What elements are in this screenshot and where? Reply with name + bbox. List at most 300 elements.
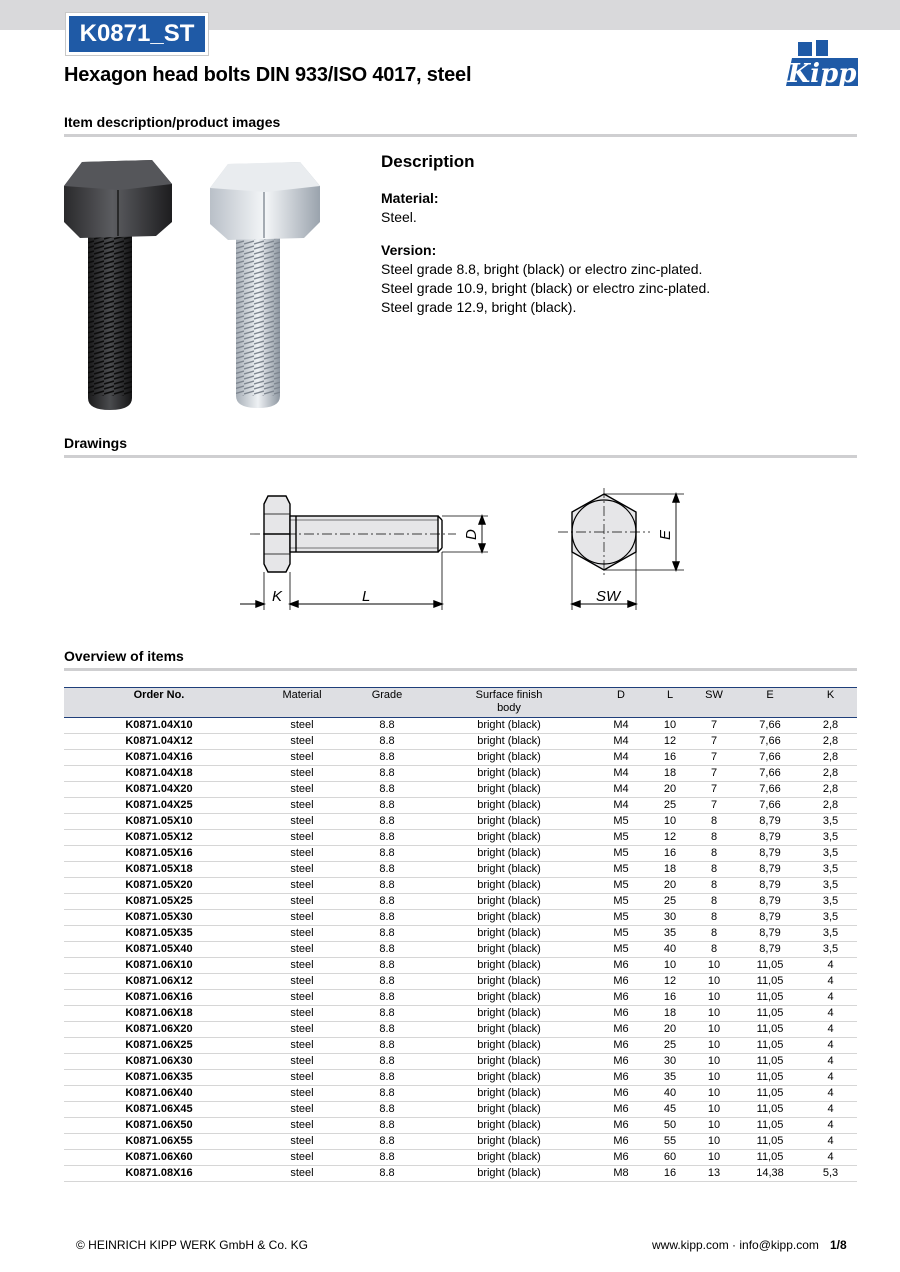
label-e: E [657, 529, 674, 540]
cell-e: 7,66 [736, 750, 804, 766]
cell-material: steel [254, 766, 350, 782]
footer-page-number: 1/8 [830, 1238, 847, 1252]
cell-d: M5 [594, 814, 648, 830]
cell-k: 4 [804, 990, 857, 1006]
cell-l: 50 [648, 1118, 692, 1134]
cell-k: 3,5 [804, 862, 857, 878]
cell-e: 11,05 [736, 990, 804, 1006]
cell-k: 3,5 [804, 942, 857, 958]
cell-sw: 10 [692, 1150, 736, 1166]
cell-grade: 8.8 [350, 1150, 424, 1166]
cell-k: 4 [804, 1102, 857, 1118]
cell-sw: 7 [692, 718, 736, 734]
cell-material: steel [254, 1150, 350, 1166]
cell-order-no: K0871.06X45 [64, 1102, 254, 1118]
table-row [64, 830, 857, 846]
cell-surface-finish: bright (black) [424, 958, 594, 974]
cell-e: 8,79 [736, 862, 804, 878]
cell-material: steel [254, 798, 350, 814]
cell-surface-finish: bright (black) [424, 1166, 594, 1182]
cell-sw: 10 [692, 990, 736, 1006]
cell-k: 3,5 [804, 926, 857, 942]
cell-grade: 8.8 [350, 1022, 424, 1038]
cell-l: 10 [648, 718, 692, 734]
cell-sw: 7 [692, 750, 736, 766]
cell-k: 3,5 [804, 910, 857, 926]
cell-grade: 8.8 [350, 910, 424, 926]
cell-surface-finish: bright (black) [424, 1054, 594, 1070]
technical-drawing [238, 488, 688, 616]
cell-k: 4 [804, 1070, 857, 1086]
table-header-row [64, 688, 857, 718]
table-row [64, 766, 857, 782]
cell-grade: 8.8 [350, 846, 424, 862]
cell-surface-finish: bright (black) [424, 942, 594, 958]
cell-l: 18 [648, 766, 692, 782]
cell-order-no: K0871.04X16 [64, 750, 254, 766]
cell-d: M6 [594, 1054, 648, 1070]
cell-grade: 8.8 [350, 1134, 424, 1150]
cell-material: steel [254, 830, 350, 846]
label-k: K [272, 588, 283, 605]
cell-grade: 8.8 [350, 782, 424, 798]
version-line: Steel grade 8.8, bright (black) or electro zinc-plated. [381, 261, 703, 277]
description-block [381, 152, 851, 317]
cell-material: steel [254, 990, 350, 1006]
cell-material: steel [254, 942, 350, 958]
cell-grade: 8.8 [350, 814, 424, 830]
cell-k: 2,8 [804, 734, 857, 750]
cell-e: 7,66 [736, 734, 804, 750]
cell-order-no: K0871.08X16 [64, 1166, 254, 1182]
cell-d: M6 [594, 1086, 648, 1102]
column-header-l: L [648, 688, 692, 718]
cell-l: 10 [648, 958, 692, 974]
cell-k: 2,8 [804, 750, 857, 766]
cell-surface-finish: bright (black) [424, 718, 594, 734]
table-row [64, 942, 857, 958]
cell-sw: 10 [692, 958, 736, 974]
cell-e: 8,79 [736, 942, 804, 958]
table-row [64, 1022, 857, 1038]
table-row [64, 910, 857, 926]
cell-k: 5,3 [804, 1166, 857, 1182]
column-header-sw: SW [692, 688, 736, 718]
cell-k: 4 [804, 1086, 857, 1102]
cell-k: 4 [804, 1022, 857, 1038]
cell-d: M4 [594, 734, 648, 750]
cell-material: steel [254, 734, 350, 750]
cell-d: M6 [594, 1038, 648, 1054]
cell-grade: 8.8 [350, 1086, 424, 1102]
cell-material: steel [254, 782, 350, 798]
cell-d: M5 [594, 894, 648, 910]
cell-sw: 8 [692, 846, 736, 862]
cell-surface-finish: bright (black) [424, 1022, 594, 1038]
cell-k: 4 [804, 1054, 857, 1070]
section-overview-title: Overview of items [64, 648, 184, 664]
cell-d: M5 [594, 878, 648, 894]
section-images-title: Item description/product images [64, 114, 281, 130]
cell-l: 18 [648, 862, 692, 878]
cell-l: 30 [648, 1054, 692, 1070]
cell-material: steel [254, 1118, 350, 1134]
cell-order-no: K0871.06X50 [64, 1118, 254, 1134]
cell-sw: 7 [692, 734, 736, 750]
cell-e: 11,05 [736, 1102, 804, 1118]
cell-d: M6 [594, 1134, 648, 1150]
cell-grade: 8.8 [350, 750, 424, 766]
cell-l: 20 [648, 782, 692, 798]
cell-grade: 8.8 [350, 1006, 424, 1022]
cell-material: steel [254, 1102, 350, 1118]
cell-grade: 8.8 [350, 942, 424, 958]
label-l: L [362, 588, 371, 605]
cell-surface-finish: bright (black) [424, 782, 594, 798]
column-header-k: K [804, 688, 857, 718]
cell-sw: 10 [692, 1054, 736, 1070]
cell-order-no: K0871.06X16 [64, 990, 254, 1006]
cell-l: 35 [648, 926, 692, 942]
cell-order-no: K0871.04X20 [64, 782, 254, 798]
cell-surface-finish: bright (black) [424, 798, 594, 814]
table-row [64, 718, 857, 734]
cell-grade: 8.8 [350, 1070, 424, 1086]
cell-order-no: K0871.05X40 [64, 942, 254, 958]
cell-e: 11,05 [736, 1022, 804, 1038]
cell-surface-finish: bright (black) [424, 862, 594, 878]
cell-e: 11,05 [736, 958, 804, 974]
cell-sw: 10 [692, 1006, 736, 1022]
cell-e: 7,66 [736, 718, 804, 734]
cell-sw: 10 [692, 974, 736, 990]
table-row [64, 734, 857, 750]
cell-material: steel [254, 1166, 350, 1182]
cell-l: 10 [648, 814, 692, 830]
table-row [64, 1070, 857, 1086]
cell-material: steel [254, 1054, 350, 1070]
cell-d: M5 [594, 926, 648, 942]
cell-sw: 8 [692, 926, 736, 942]
cell-grade: 8.8 [350, 878, 424, 894]
label-d: D [463, 529, 480, 540]
table-row [64, 974, 857, 990]
cell-grade: 8.8 [350, 990, 424, 1006]
cell-e: 8,79 [736, 926, 804, 942]
cell-l: 12 [648, 974, 692, 990]
cell-k: 2,8 [804, 718, 857, 734]
cell-sw: 8 [692, 942, 736, 958]
label-sw: SW [596, 588, 621, 605]
table-row [64, 1038, 857, 1054]
cell-d: M5 [594, 830, 648, 846]
cell-material: steel [254, 1086, 350, 1102]
cell-sw: 10 [692, 1134, 736, 1150]
cell-order-no: K0871.06X40 [64, 1086, 254, 1102]
cell-sw: 10 [692, 1038, 736, 1054]
section-rule [64, 134, 857, 137]
cell-l: 12 [648, 830, 692, 846]
cell-l: 20 [648, 878, 692, 894]
cell-surface-finish: bright (black) [424, 814, 594, 830]
cell-d: M6 [594, 974, 648, 990]
cell-e: 8,79 [736, 814, 804, 830]
cell-surface-finish: bright (black) [424, 1118, 594, 1134]
cell-e: 7,66 [736, 798, 804, 814]
cell-d: M4 [594, 718, 648, 734]
cell-surface-finish: bright (black) [424, 766, 594, 782]
cell-k: 3,5 [804, 894, 857, 910]
cell-surface-finish: bright (black) [424, 926, 594, 942]
cell-e: 8,79 [736, 910, 804, 926]
cell-surface-finish: bright (black) [424, 894, 594, 910]
cell-grade: 8.8 [350, 958, 424, 974]
cell-surface-finish: bright (black) [424, 1150, 594, 1166]
cell-order-no: K0871.05X10 [64, 814, 254, 830]
cell-surface-finish: bright (black) [424, 990, 594, 1006]
cell-grade: 8.8 [350, 830, 424, 846]
cell-d: M6 [594, 990, 648, 1006]
cell-grade: 8.8 [350, 862, 424, 878]
cell-e: 7,66 [736, 782, 804, 798]
cell-d: M6 [594, 1070, 648, 1086]
cell-d: M5 [594, 910, 648, 926]
cell-surface-finish: bright (black) [424, 1038, 594, 1054]
cell-sw: 7 [692, 798, 736, 814]
cell-sw: 7 [692, 766, 736, 782]
cell-material: steel [254, 1070, 350, 1086]
table-row [64, 782, 857, 798]
cell-k: 3,5 [804, 846, 857, 862]
cell-order-no: K0871.06X10 [64, 958, 254, 974]
column-header-d: D [594, 688, 648, 718]
cell-d: M4 [594, 782, 648, 798]
cell-e: 11,05 [736, 1086, 804, 1102]
items-table [64, 687, 857, 1182]
cell-grade: 8.8 [350, 1054, 424, 1070]
table-row [64, 846, 857, 862]
table-row [64, 1102, 857, 1118]
cell-grade: 8.8 [350, 1166, 424, 1182]
cell-grade: 8.8 [350, 974, 424, 990]
cell-grade: 8.8 [350, 798, 424, 814]
table-row [64, 814, 857, 830]
cell-sw: 10 [692, 1086, 736, 1102]
cell-sw: 8 [692, 878, 736, 894]
section-rule [64, 455, 857, 458]
cell-l: 30 [648, 910, 692, 926]
column-header-surface-finish: Surface finish body [424, 688, 594, 718]
cell-surface-finish: bright (black) [424, 878, 594, 894]
cell-sw: 8 [692, 910, 736, 926]
table-row [64, 1134, 857, 1150]
section-overview [64, 648, 857, 664]
cell-e: 11,05 [736, 1054, 804, 1070]
cell-sw: 7 [692, 782, 736, 798]
cell-sw: 8 [692, 830, 736, 846]
cell-e: 11,05 [736, 1070, 804, 1086]
cell-d: M6 [594, 1118, 648, 1134]
cell-grade: 8.8 [350, 1118, 424, 1134]
cell-d: M4 [594, 766, 648, 782]
cell-order-no: K0871.06X25 [64, 1038, 254, 1054]
cell-k: 3,5 [804, 830, 857, 846]
cell-grade: 8.8 [350, 926, 424, 942]
cell-order-no: K0871.04X25 [64, 798, 254, 814]
cell-l: 40 [648, 1086, 692, 1102]
table-row [64, 1150, 857, 1166]
cell-sw: 13 [692, 1166, 736, 1182]
cell-sw: 8 [692, 814, 736, 830]
cell-material: steel [254, 718, 350, 734]
cell-order-no: K0871.05X30 [64, 910, 254, 926]
table-row [64, 750, 857, 766]
cell-grade: 8.8 [350, 734, 424, 750]
cell-order-no: K0871.05X16 [64, 846, 254, 862]
cell-d: M6 [594, 1102, 648, 1118]
material-text: Steel. [381, 209, 417, 225]
cell-l: 16 [648, 750, 692, 766]
cell-d: M6 [594, 1022, 648, 1038]
cell-k: 4 [804, 1038, 857, 1054]
cell-e: 8,79 [736, 830, 804, 846]
cell-surface-finish: bright (black) [424, 1006, 594, 1022]
cell-l: 40 [648, 942, 692, 958]
cell-material: steel [254, 894, 350, 910]
table-row [64, 958, 857, 974]
cell-d: M6 [594, 1150, 648, 1166]
cell-k: 4 [804, 1118, 857, 1134]
cell-e: 11,05 [736, 1006, 804, 1022]
cell-sw: 10 [692, 1022, 736, 1038]
cell-k: 3,5 [804, 878, 857, 894]
cell-order-no: K0871.04X18 [64, 766, 254, 782]
cell-material: steel [254, 926, 350, 942]
cell-l: 16 [648, 1166, 692, 1182]
product-photo [64, 150, 334, 412]
cell-d: M6 [594, 958, 648, 974]
table-body [64, 718, 857, 1182]
cell-k: 4 [804, 958, 857, 974]
cell-material: steel [254, 974, 350, 990]
cell-d: M5 [594, 846, 648, 862]
cell-material: steel [254, 814, 350, 830]
cell-l: 16 [648, 990, 692, 1006]
cell-sw: 8 [692, 862, 736, 878]
section-images [64, 114, 857, 130]
cell-k: 2,8 [804, 766, 857, 782]
cell-e: 8,79 [736, 846, 804, 862]
cell-d: M8 [594, 1166, 648, 1182]
page-title: Hexagon head bolts DIN 933/ISO 4017, steel [64, 64, 472, 86]
cell-k: 4 [804, 1006, 857, 1022]
cell-material: steel [254, 1038, 350, 1054]
cell-k: 4 [804, 1134, 857, 1150]
cell-d: M6 [594, 1006, 648, 1022]
cell-order-no: K0871.05X18 [64, 862, 254, 878]
cell-l: 60 [648, 1150, 692, 1166]
version-label: Version: [381, 242, 437, 258]
cell-order-no: K0871.04X12 [64, 734, 254, 750]
cell-k: 2,8 [804, 798, 857, 814]
cell-material: steel [254, 1134, 350, 1150]
cell-e: 11,05 [736, 1038, 804, 1054]
cell-e: 11,05 [736, 1150, 804, 1166]
cell-surface-finish: bright (black) [424, 846, 594, 862]
cell-e: 11,05 [736, 1118, 804, 1134]
cell-material: steel [254, 910, 350, 926]
table-row [64, 878, 857, 894]
kipp-logo [784, 38, 860, 94]
cell-l: 20 [648, 1022, 692, 1038]
cell-d: M4 [594, 750, 648, 766]
cell-grade: 8.8 [350, 718, 424, 734]
cell-order-no: K0871.05X35 [64, 926, 254, 942]
material-label: Material: [381, 190, 439, 206]
cell-material: steel [254, 1022, 350, 1038]
cell-order-no: K0871.06X18 [64, 1006, 254, 1022]
version-line: Steel grade 12.9, bright (black). [381, 299, 577, 315]
table-row [64, 990, 857, 1006]
table-row [64, 862, 857, 878]
column-header-grade: Grade [350, 688, 424, 718]
section-drawings [64, 435, 857, 451]
table-row [64, 1006, 857, 1022]
footer-copyright: © HEINRICH KIPP WERK GmbH & Co. KG [76, 1238, 308, 1252]
table-row [64, 926, 857, 942]
cell-order-no: K0871.06X55 [64, 1134, 254, 1150]
cell-surface-finish: bright (black) [424, 734, 594, 750]
end-view [558, 488, 684, 610]
cell-surface-finish: bright (black) [424, 750, 594, 766]
cell-l: 25 [648, 894, 692, 910]
cell-e: 8,79 [736, 894, 804, 910]
table-row [64, 1086, 857, 1102]
cell-l: 35 [648, 1070, 692, 1086]
cell-order-no: K0871.04X10 [64, 718, 254, 734]
footer-contact: www.kipp.com · info@kipp.com [652, 1238, 819, 1252]
column-header-material: Material [254, 688, 350, 718]
table-row [64, 798, 857, 814]
cell-k: 4 [804, 1150, 857, 1166]
logo-text: Kipp [787, 59, 857, 89]
cell-k: 4 [804, 974, 857, 990]
cell-order-no: K0871.06X35 [64, 1070, 254, 1086]
section-rule [64, 668, 857, 671]
cell-e: 11,05 [736, 974, 804, 990]
cell-material: steel [254, 862, 350, 878]
cell-d: M4 [594, 798, 648, 814]
cell-sw: 10 [692, 1118, 736, 1134]
cell-l: 45 [648, 1102, 692, 1118]
cell-surface-finish: bright (black) [424, 1102, 594, 1118]
cell-sw: 10 [692, 1070, 736, 1086]
cell-grade: 8.8 [350, 1038, 424, 1054]
column-header-e: E [736, 688, 804, 718]
cell-grade: 8.8 [350, 894, 424, 910]
cell-order-no: K0871.05X12 [64, 830, 254, 846]
cell-surface-finish: bright (black) [424, 1086, 594, 1102]
cell-surface-finish: bright (black) [424, 974, 594, 990]
cell-l: 16 [648, 846, 692, 862]
cell-k: 3,5 [804, 814, 857, 830]
column-header-order-no: Order No. [64, 688, 254, 718]
cell-surface-finish: bright (black) [424, 1134, 594, 1150]
cell-order-no: K0871.06X12 [64, 974, 254, 990]
cell-e: 11,05 [736, 1134, 804, 1150]
cell-material: steel [254, 846, 350, 862]
cell-sw: 8 [692, 894, 736, 910]
